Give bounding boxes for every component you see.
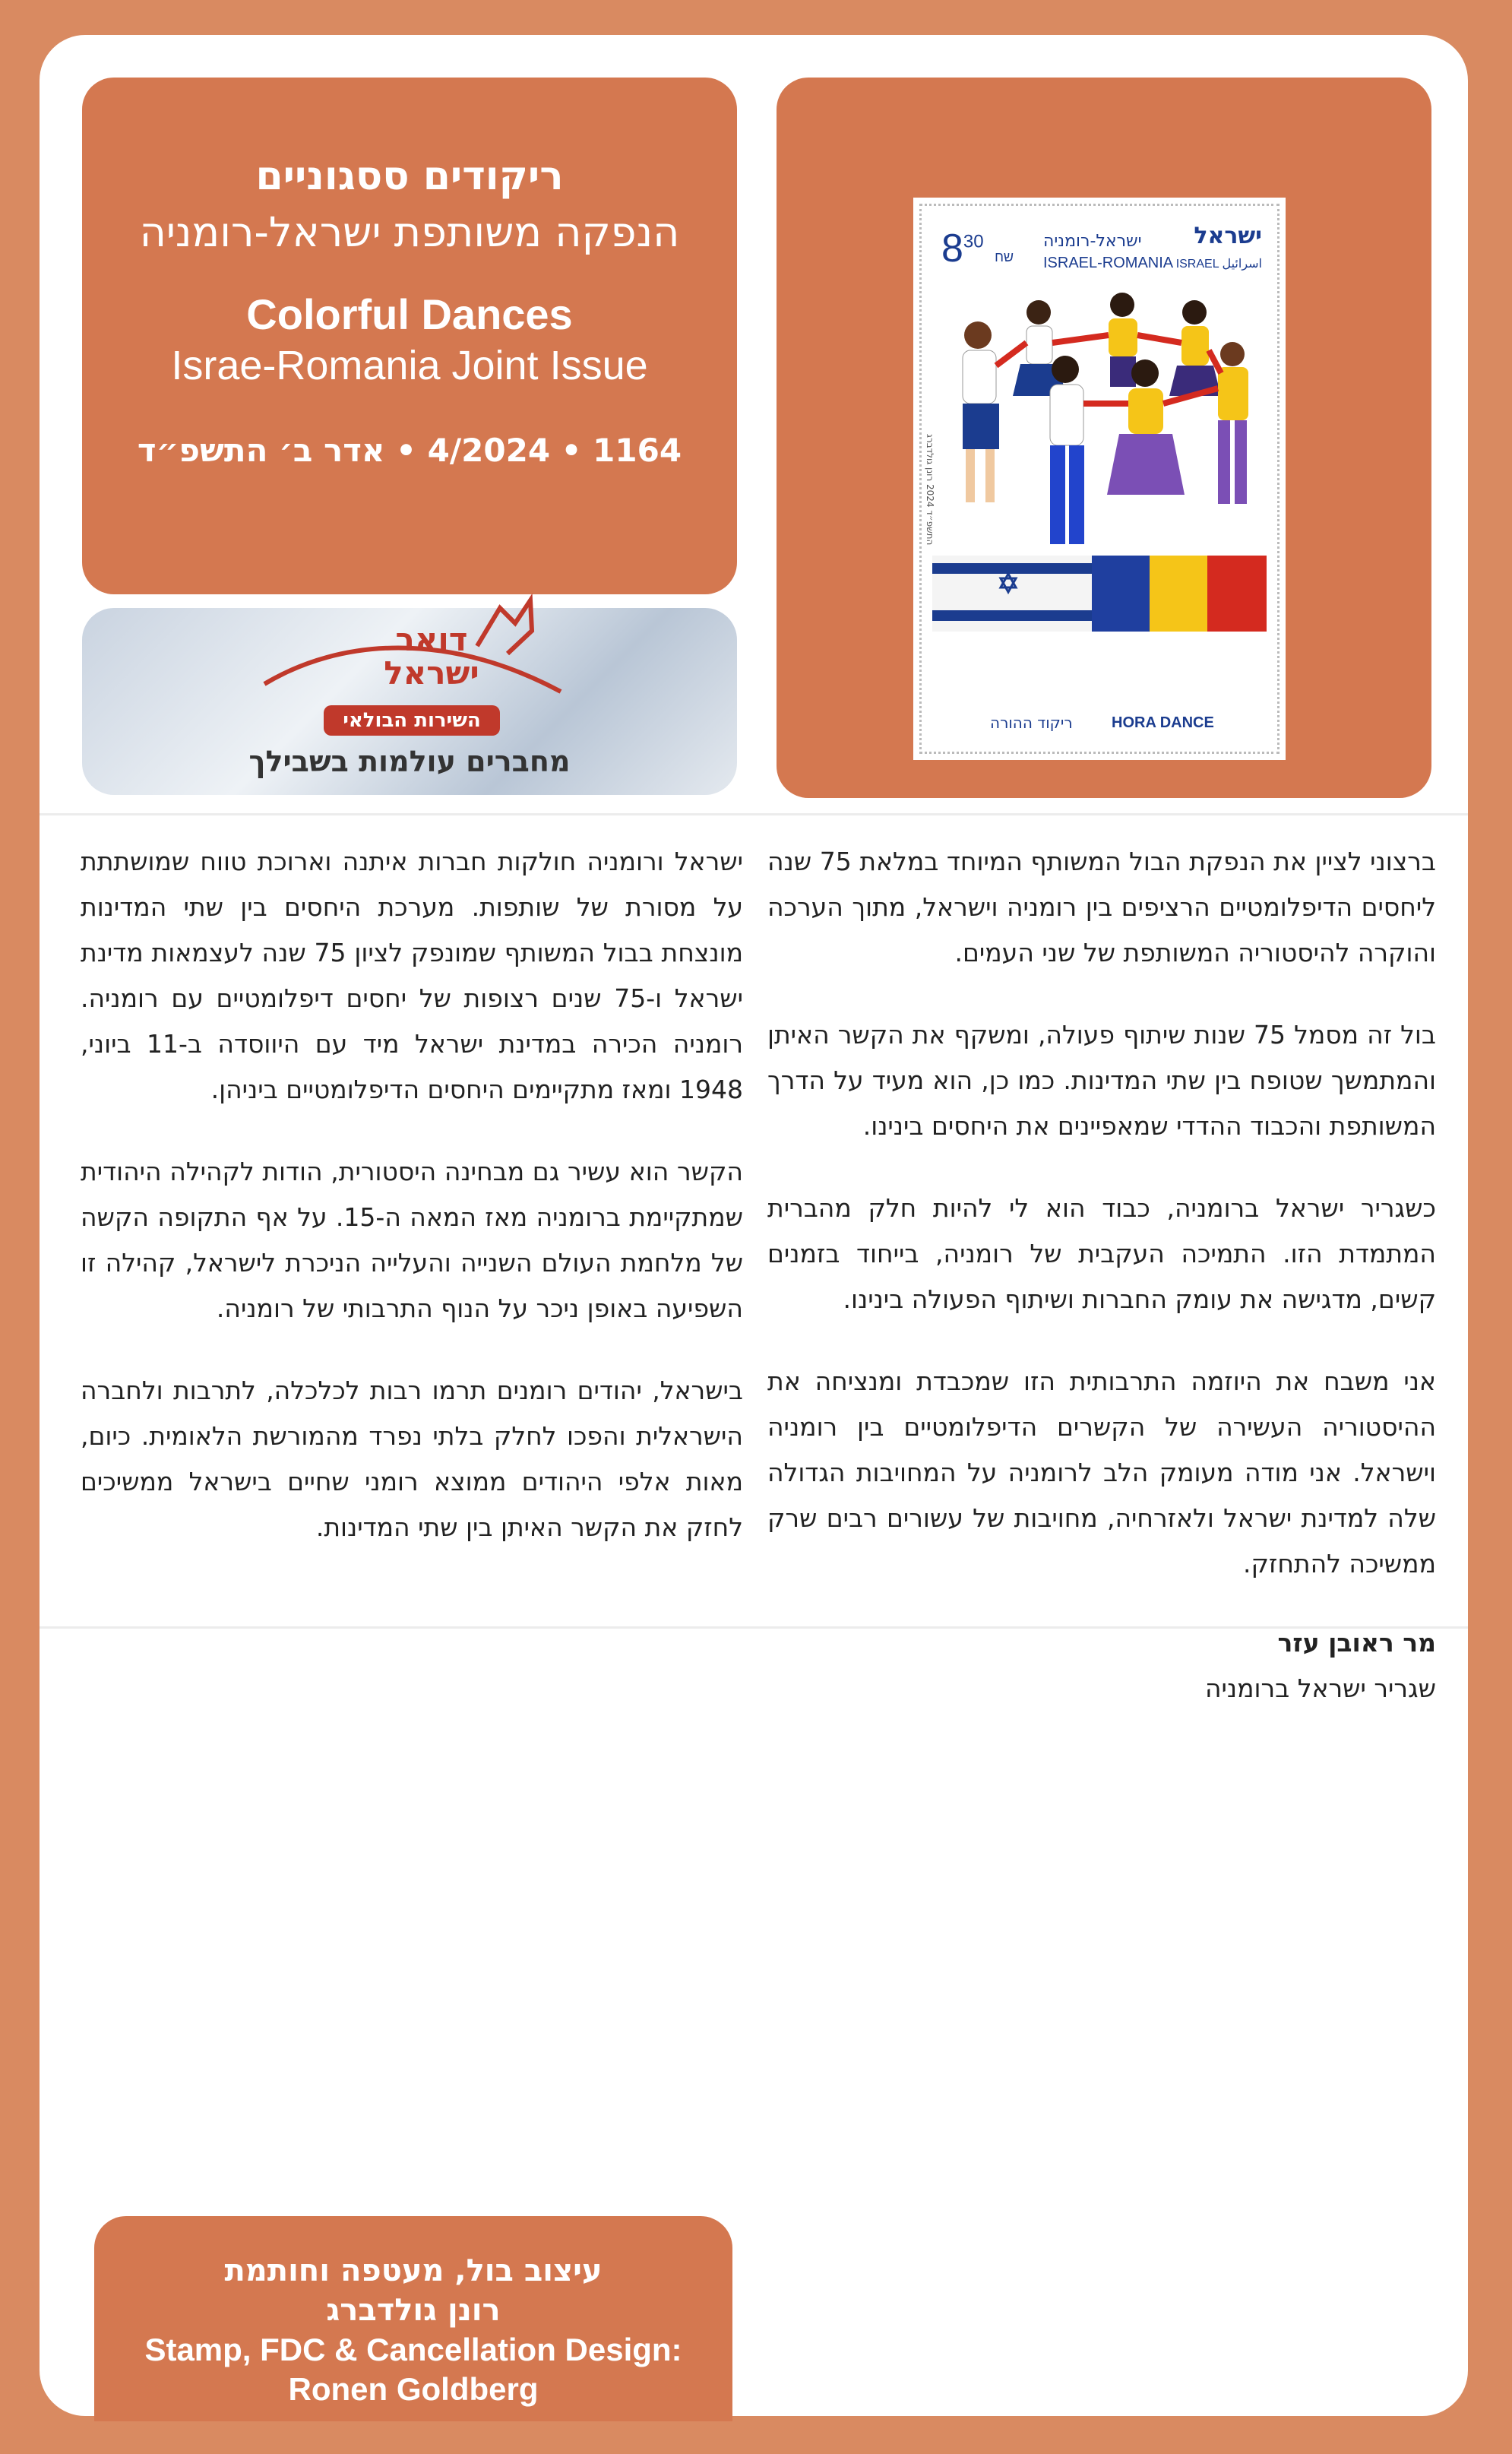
hebrew-title: ריקודים ססגוניים <box>255 154 564 199</box>
signature-title: שגריר ישראל ברומניה <box>1204 1673 1436 1703</box>
credit-english-name: Ronen Goldberg <box>288 2371 539 2407</box>
stamp-value-fraction: 30 <box>963 231 984 252</box>
stamp-country-english: ISRAEL <box>1175 258 1219 271</box>
stamp-currency: שח <box>995 249 1014 264</box>
israel-post-logo-card <box>82 608 737 795</box>
ambassador-letter <box>767 839 1436 1711</box>
stamp-joint-hebrew: ישראל-רומניה <box>1043 232 1142 251</box>
stamp-value <box>941 226 1014 271</box>
brand-line-1: דואר <box>395 621 468 658</box>
credit-english-role: Stamp, FDC & Cancellation Design: <box>144 2332 682 2367</box>
letter-paragraph: בול זה מסמל 75 שנות שיתוף פעולה, ומשקף את הקשר האיתן והמתמשך שטופח בין שתי המדינות. כמו כן, הוא מעיד על הדרך המשותפת והכבוד ההדדי שמאפיינים את היחסים בינינו. <box>767 1020 1436 1141</box>
logo-tagline: מחברים עולמות בשבילך <box>248 745 571 778</box>
title-card <box>82 78 737 594</box>
stamp-country-arabic: اسرائيل <box>1222 258 1262 271</box>
issue-info: 1164 • 4/2024 • אדר ב׳ התשפ״ד <box>137 432 682 469</box>
hebrew-subtitle: הנפקה משותפת ישראל-רומניה <box>139 208 680 256</box>
history-paragraph: הקשר הוא עשיר גם מבחינה היסטורית, הודות לקהילה היהודית שמתקיימת ברומניה מאז המאה ה-15. על אף התקופה הקשה של מלחמת העולם השנייה והעלייה הניכרת לישראל, קהילה זו השפיעה באופן ניכר על הנוף התרבותי של רומניה. <box>81 1157 744 1323</box>
stamp-dance-english: HORA DANCE <box>1112 714 1214 731</box>
stamp-value-main: 8 <box>941 226 963 271</box>
credit-hebrew-role: עיצוב בול, מעטפה וחותמת <box>224 2253 603 2288</box>
brand-line-2: ישראל <box>384 654 479 692</box>
signature <box>767 1620 1436 1711</box>
stamp-country-latin <box>1176 256 1262 271</box>
history-paragraph: ישראל ורומניה חולקות חברות איתנה וארוכת טווח שמושתתת על מסורת של שותפות. מערכת היחסים בין שתי המדינות מונצחת בבול המשותף שמונפק לציון 75 שנה לעצמאות מדינת ישראל ו-75 שנים רצופות של יחסים דיפלומטיים עם רומניה. רומניה הכירה במדינת ישראל מיד עם היווסדה ב-11 ביוני, 1948 ומאז מתקיימים היחסים הדיפלומטיים ביניהן. <box>81 847 743 1104</box>
letter-paragraph: ברצוני לציין את הנפקת הבול המשותף המיוחד במלאת 75 שנה ליחסים הדיפלומטיים הרציפים בין רומניה וישראל, מתוך הערכה והוקרה להיסטוריה המשותפת של שני העמים. <box>767 847 1436 967</box>
stamp-year-text: התשפ״ד 2024 רונן גולדברג <box>925 434 935 546</box>
history-paragraph: בישראל, יהודים רומנים תרמו רבות לכלכלה, לתרבות ולחברה הישראלית והפכו לחלק בלתי נפרד מהמורשת הלאומית. כיום, מאות אלפי היהודים ממוצא רומני שחיים בישראל ממשיכים לחזק את הקשר האיתן בין שתי המדינות. <box>81 1376 743 1542</box>
signature-name: מר ראובן עזר <box>1277 1628 1436 1658</box>
stamp <box>919 204 1280 754</box>
credit-hebrew-name: רונן גולדברג <box>326 2293 501 2328</box>
design-credits-card <box>94 2216 732 2421</box>
letter-paragraph: כשגריר ישראל ברומניה, כבוד הוא לי להיות חלק מהברית המתמדת הזו. התמיכה העקבית של רומניה, בייחוד בזמנים קשים, מדגישה את עומק החברות ושיתוף הפעולה בינינו. <box>767 1193 1436 1314</box>
history-text <box>81 839 743 1587</box>
israel-post-brand <box>356 623 508 690</box>
stamp-dance-hebrew: ריקוד ההורה <box>990 714 1073 732</box>
letter-paragraph: אני משבח את היוזמה התרבותית הזו שמכבדת ומנציחה את ההיסטוריה העשירה של הקשרים הדיפלומטיים בין רומניה וישראל. אני מודה מעומק הלב לרומניה על המחויבות הגדולה שלה למדינת ישראל ולאזרחיה, מחויבות של עשורים רבים שרק ממשיכה להתחזק. <box>767 1366 1436 1578</box>
stamp-joint-english: ISRAEL-ROMANIA <box>1043 255 1174 271</box>
english-title: Colorful Dances <box>246 290 573 338</box>
hora-dance-illustration <box>932 282 1267 677</box>
fold-line <box>40 813 1468 815</box>
stamp-card <box>777 78 1431 798</box>
philatelic-service-badge: השירות הבולאי <box>324 705 500 736</box>
english-subtitle: Israe-Romania Joint Issue <box>171 343 648 388</box>
stamp-country-hebrew: ישראל <box>1194 223 1262 249</box>
